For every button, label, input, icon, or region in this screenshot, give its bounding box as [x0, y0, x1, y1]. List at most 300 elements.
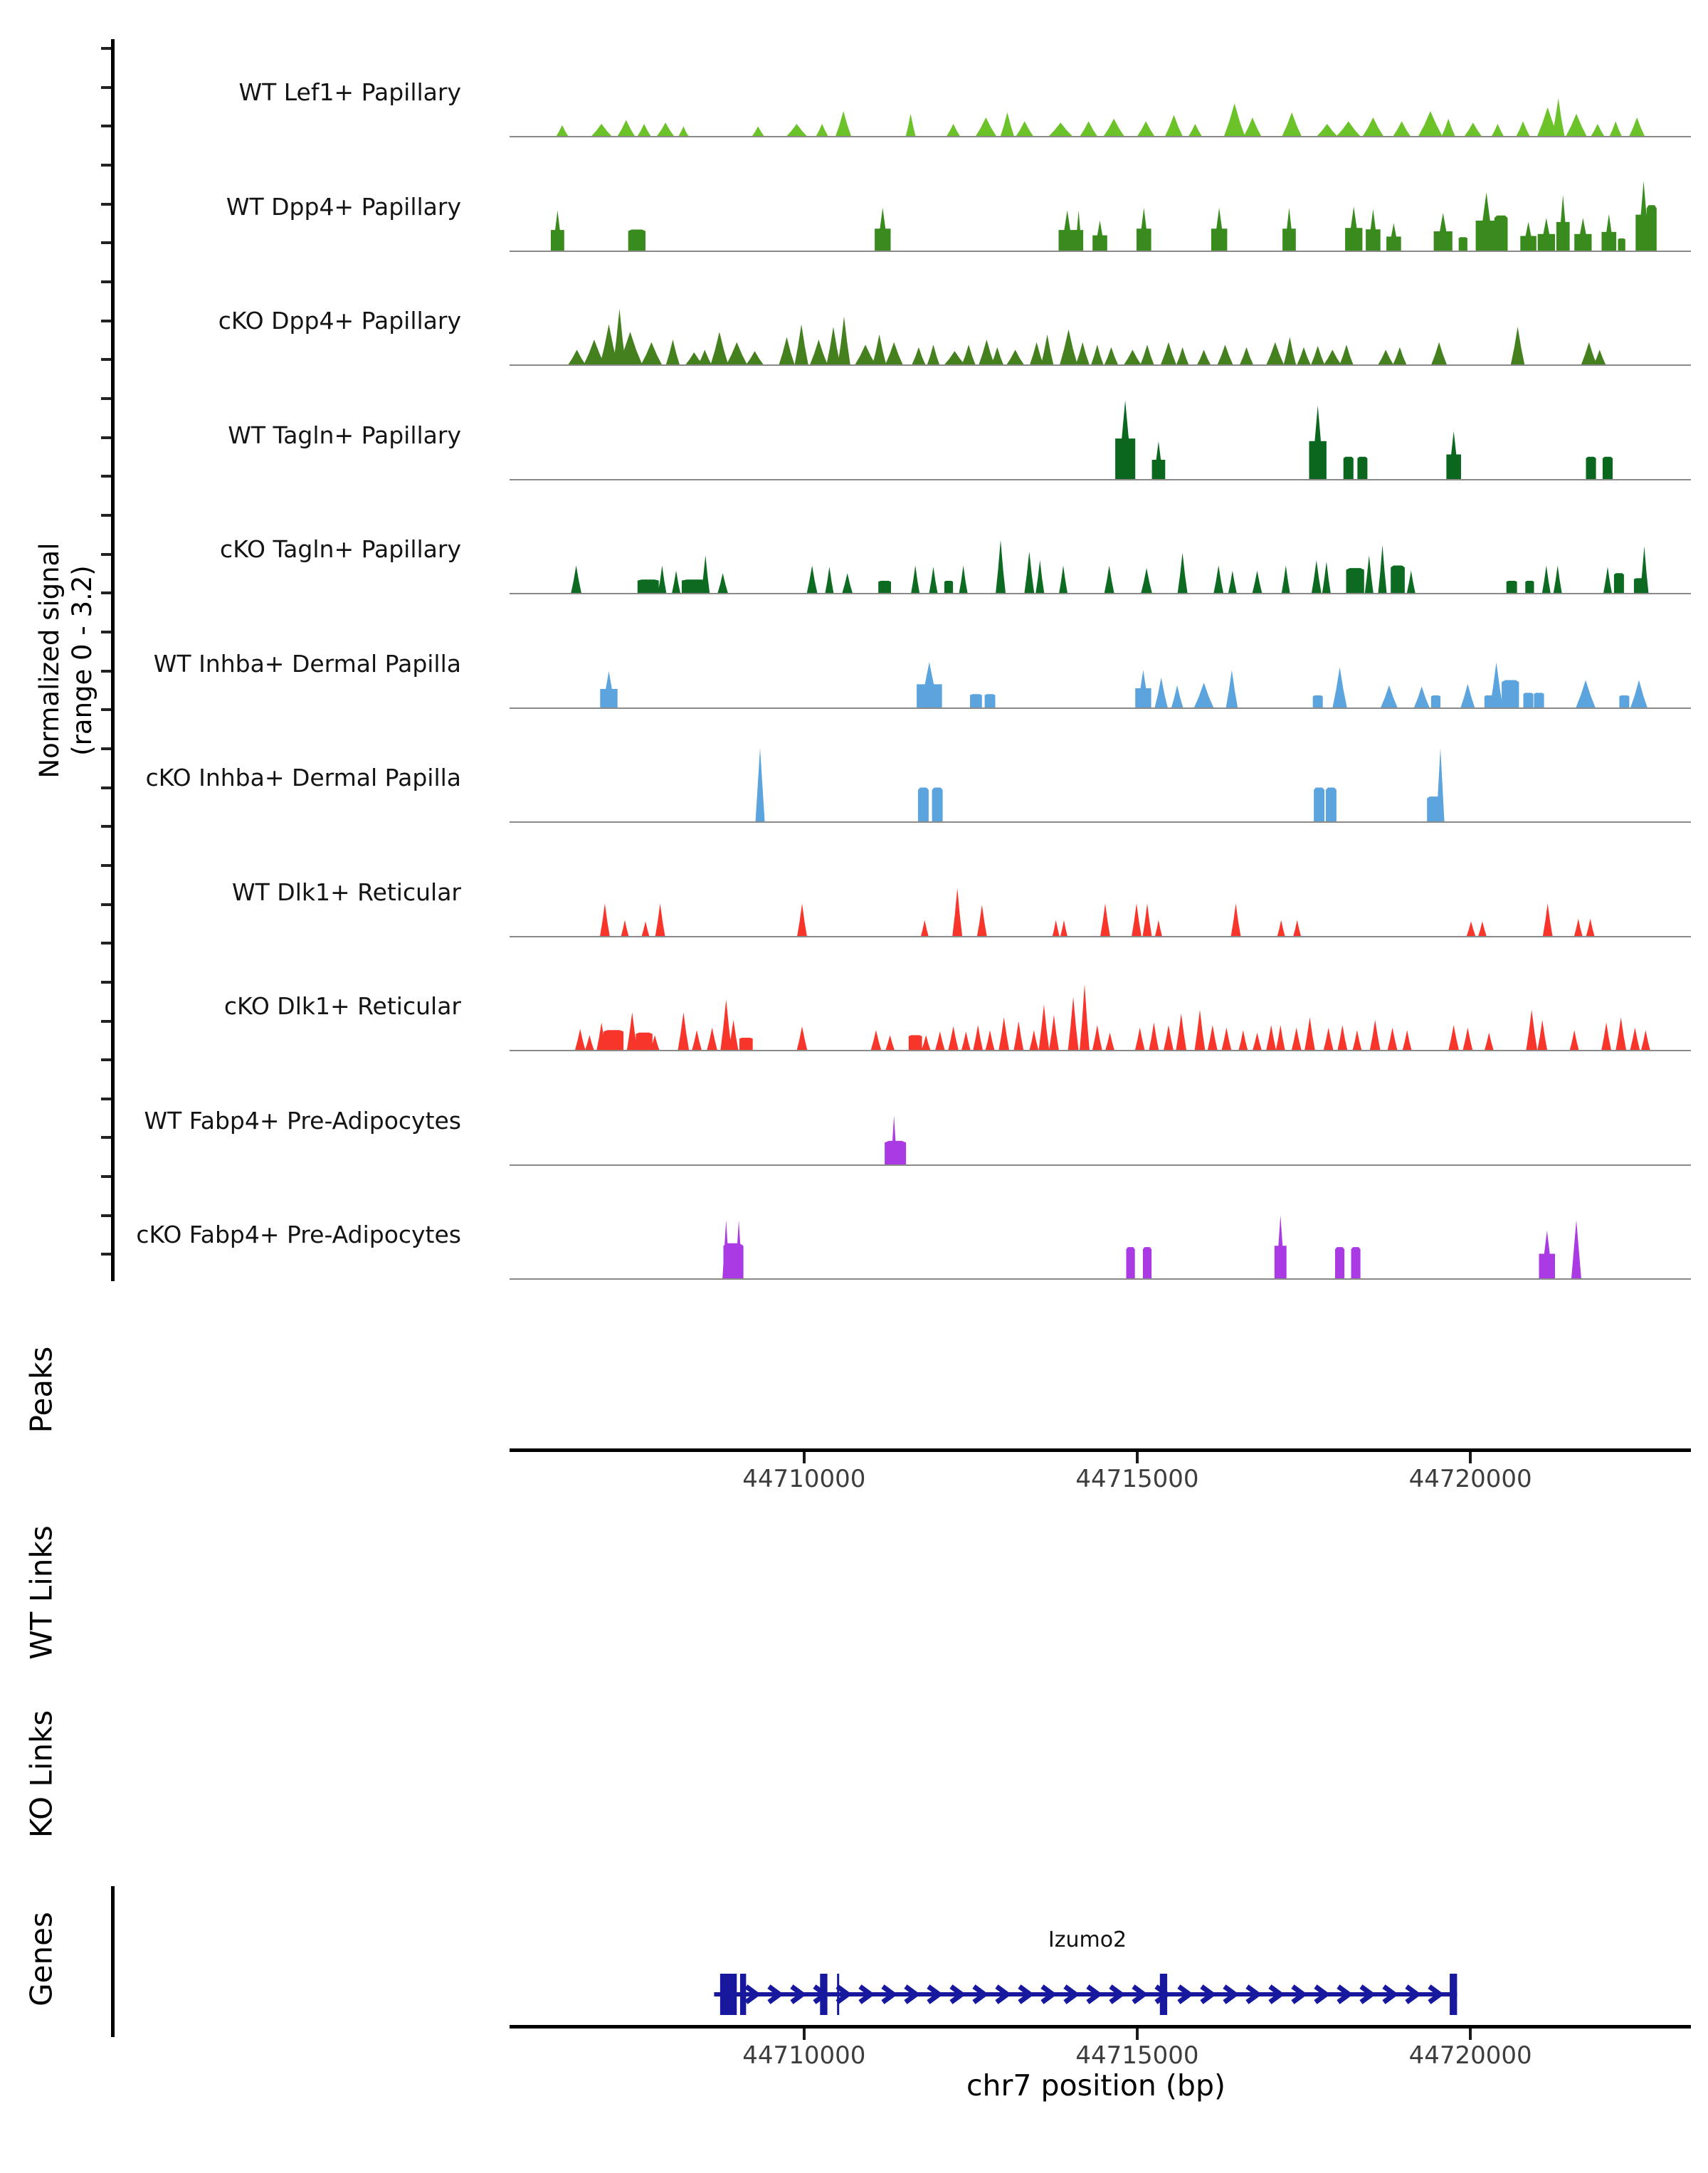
track-y-tick	[101, 1058, 111, 1061]
signal-peak	[891, 1115, 897, 1165]
signal-peak	[786, 124, 808, 137]
x-axis-tick-label: 44715000	[1075, 2041, 1199, 2070]
signal-peak	[1266, 1025, 1276, 1051]
signal-peak	[1534, 693, 1544, 708]
signal-peak	[1221, 1028, 1231, 1051]
x-axis-tick	[1136, 1452, 1139, 1463]
signal-peak	[935, 1031, 945, 1051]
signal-peak	[1253, 1033, 1262, 1051]
signal-peak	[952, 888, 962, 937]
track-y-tick	[101, 1020, 111, 1023]
track-y-tick	[101, 864, 111, 867]
signal-peak	[1324, 349, 1341, 365]
signal-peak	[1080, 984, 1090, 1051]
signal-peak	[1176, 347, 1189, 365]
signal-peak	[568, 349, 586, 365]
signal-peak	[1115, 401, 1135, 480]
signal-peak	[906, 114, 916, 137]
signal-peak	[1460, 684, 1475, 708]
signal-peak	[1391, 566, 1405, 594]
signal-peak	[1502, 680, 1519, 709]
signal-peak	[1539, 1231, 1556, 1279]
signal-peak	[794, 325, 808, 366]
signal-area-6	[510, 622, 1691, 710]
signal-peak	[1059, 211, 1076, 252]
signal-peak	[944, 581, 953, 594]
signal-peak	[621, 920, 628, 937]
signal-area-8	[510, 851, 1691, 939]
track-block-axis-line	[111, 39, 115, 1281]
signal-peak	[707, 1028, 717, 1051]
signal-peak	[1346, 568, 1364, 594]
signal-peak	[1407, 571, 1416, 594]
track-label-7: cKO Inhba+ Dermal Papilla	[145, 764, 461, 791]
signal-peak	[1618, 238, 1625, 251]
signal-peak	[1441, 119, 1455, 137]
signal-peak	[1137, 121, 1155, 137]
x-axis-tick	[1469, 1452, 1472, 1463]
track-y-tick	[101, 241, 111, 244]
signal-peak	[1344, 457, 1354, 480]
bottom-axis-line	[510, 2025, 1691, 2029]
track-y-tick	[101, 825, 111, 828]
gene-model	[510, 1950, 1691, 2043]
signal-peak	[1312, 560, 1322, 594]
signal-peak	[1092, 1025, 1102, 1051]
signal-peak	[961, 1031, 971, 1051]
signal-peak	[1276, 1025, 1285, 1051]
signal-peak	[1048, 122, 1073, 137]
signal-peak	[918, 788, 929, 823]
signal-peak	[1282, 112, 1302, 137]
peaks-axis-line	[510, 1448, 1691, 1452]
signal-peak	[1418, 111, 1443, 137]
signal-peak	[929, 567, 937, 594]
signal-peak	[921, 920, 929, 937]
track-y-tick	[101, 358, 111, 361]
section-label-ko-links: KO Links	[23, 1710, 59, 1838]
track-label-11: cKO Fabp4+ Pre-Adipocytes	[136, 1221, 461, 1248]
signal-peak	[1352, 1030, 1361, 1051]
signal-peak	[1378, 349, 1393, 365]
track-y-tick	[101, 514, 111, 517]
signal-peak	[746, 351, 764, 365]
track-label-9: cKO Dlk1+ Reticular	[223, 992, 461, 1020]
signal-peak	[1324, 1028, 1334, 1051]
signal-peak	[1155, 920, 1162, 937]
signal-peak	[726, 342, 747, 365]
gene-exon	[1450, 1974, 1457, 2015]
section-label-genes: Genes	[23, 1912, 59, 2006]
signal-peak	[1630, 1028, 1640, 1051]
track-label-10: WT Fabp4+ Pre-Adipocytes	[144, 1107, 461, 1135]
signal-peak	[1238, 1030, 1248, 1051]
signal-peak	[1574, 218, 1591, 251]
signal-peak	[948, 1026, 959, 1051]
signal-peak	[1075, 342, 1090, 365]
signal-peak	[977, 905, 987, 937]
signal-peak	[603, 1030, 623, 1051]
signal-peak	[1105, 566, 1114, 594]
signal-peak	[1640, 547, 1648, 594]
gene-exon	[1160, 1974, 1167, 2015]
signal-peak	[875, 208, 890, 251]
signal-peak	[1292, 1028, 1302, 1051]
signal-peak	[1194, 683, 1214, 708]
track-y-tick	[101, 86, 111, 89]
signal-peak	[1035, 560, 1044, 594]
signal-peak	[917, 662, 942, 708]
signal-peak	[1516, 121, 1530, 137]
signal-peak	[1619, 695, 1629, 708]
signal-peak	[692, 1030, 702, 1051]
signal-peak	[1629, 117, 1645, 137]
signal-peak	[996, 540, 1006, 594]
track-label-6: WT Inhba+ Dermal Papilla	[153, 650, 461, 678]
signal-peak	[1576, 680, 1596, 709]
signal-area-10	[510, 1079, 1691, 1167]
signal-peak	[1152, 441, 1166, 480]
gene-exon	[820, 1974, 827, 2015]
signal-peak	[1105, 347, 1119, 365]
signal-peak	[1060, 920, 1068, 937]
signal-peak	[1178, 553, 1188, 594]
x-axis-tick-label: 44720000	[1408, 1465, 1532, 1493]
signal-area-4	[510, 394, 1691, 482]
signal-peak	[1105, 1033, 1114, 1051]
signal-peak	[591, 124, 612, 137]
signal-peak	[571, 566, 581, 594]
signal-peak	[1231, 903, 1241, 937]
signal-peak	[1511, 327, 1525, 365]
signal-peak	[1566, 114, 1587, 137]
signal-peak	[1314, 788, 1324, 823]
signal-peak	[729, 1020, 739, 1051]
signal-peak	[1335, 1247, 1344, 1279]
track-y-tick	[101, 942, 111, 945]
signal-peak	[1446, 431, 1461, 480]
signal-peak	[1217, 344, 1233, 365]
signal-peak	[1313, 695, 1323, 708]
signal-peak	[1414, 687, 1430, 709]
signal-peak	[1053, 920, 1060, 937]
signal-peak	[998, 1017, 1009, 1051]
signal-peak	[1647, 205, 1657, 251]
signal-peak	[1538, 218, 1555, 251]
signal-peak	[1556, 195, 1570, 251]
signal-peak	[825, 567, 833, 594]
signal-peak	[717, 573, 728, 594]
signal-peak	[1165, 115, 1183, 137]
signal-peak	[1537, 1020, 1547, 1051]
signal-peak	[1494, 216, 1508, 251]
signal-peak	[641, 921, 649, 937]
signal-peak	[911, 566, 919, 594]
signal-peak	[1591, 124, 1605, 137]
signal-peak	[973, 1025, 983, 1051]
signal-peak	[1311, 346, 1325, 365]
signal-area-1	[510, 51, 1691, 139]
signal-peak	[1154, 678, 1168, 708]
signal-peak	[739, 1038, 753, 1051]
y-axis-label-line1: Normalized signal	[34, 542, 65, 779]
signal-peak	[959, 566, 968, 594]
signal-peak	[1176, 1014, 1186, 1051]
track-label-4: WT Tagln+ Papillary	[228, 421, 461, 449]
signal-peak	[1365, 555, 1374, 594]
signal-peak	[1275, 1215, 1287, 1279]
signal-peak	[885, 1035, 895, 1051]
signal-peak	[1266, 342, 1284, 365]
signal-peak	[1326, 788, 1337, 823]
signal-peak	[855, 344, 876, 365]
track-label-5: cKO Tagln+ Papillary	[220, 535, 461, 563]
signal-peak	[756, 748, 765, 822]
signal-peak	[1164, 1025, 1174, 1051]
track-y-tick	[101, 1098, 111, 1100]
signal-peak	[1542, 566, 1551, 594]
signal-peak	[1603, 457, 1613, 480]
x-axis-label: chr7 position (bp)	[966, 2068, 1225, 2103]
signal-peak	[575, 1029, 586, 1051]
signal-peak	[600, 903, 610, 937]
track-y-tick	[101, 320, 111, 322]
signal-peak	[698, 349, 712, 365]
signal-peak	[1351, 1247, 1361, 1279]
signal-peak	[1304, 1017, 1315, 1051]
signal-peak	[1240, 347, 1254, 365]
signal-area-3	[510, 279, 1691, 367]
signal-peak	[1570, 1030, 1579, 1051]
signal-peak	[666, 340, 680, 365]
x-axis-tick-label: 44710000	[742, 1465, 866, 1493]
x-axis-tick	[803, 2029, 806, 2040]
signal-peak	[1030, 342, 1044, 365]
signal-peak	[1345, 206, 1362, 251]
signal-peak	[1336, 121, 1361, 137]
signal-peak	[1124, 349, 1142, 365]
signal-peak	[838, 317, 850, 365]
section-label-wt-links: WT Links	[23, 1525, 59, 1660]
gene-exon	[837, 1974, 839, 2015]
signal-peak	[1091, 344, 1104, 365]
signal-peak	[816, 124, 828, 137]
track-y-tick	[101, 981, 111, 984]
signal-peak	[1586, 457, 1596, 480]
signal-peak	[1586, 919, 1595, 937]
signal-peak	[1127, 1247, 1135, 1279]
track-y-tick	[101, 708, 111, 711]
signal-peak	[944, 351, 965, 365]
signal-peak	[1103, 119, 1124, 137]
track-y-tick	[101, 786, 111, 789]
signal-peak	[678, 127, 689, 137]
signal-peak	[1284, 337, 1297, 366]
signal-peak	[1224, 103, 1245, 137]
signal-peak	[1322, 562, 1331, 594]
signal-peak	[1378, 545, 1386, 594]
signal-peak	[1197, 349, 1211, 365]
signal-peak	[1038, 1004, 1049, 1051]
signal-peak	[970, 694, 982, 708]
signal-peak	[991, 347, 1004, 365]
signal-peak	[1393, 121, 1411, 137]
signal-peak	[932, 788, 943, 823]
signal-peak	[1524, 693, 1534, 708]
signal-peak	[961, 344, 976, 365]
y-axis-label-line2: (range 0 - 3.2)	[67, 565, 97, 756]
gene-exon	[740, 1974, 746, 2015]
signal-peak	[1074, 211, 1083, 252]
signal-peak	[1171, 685, 1184, 708]
x-axis-tick	[1136, 2029, 1139, 2040]
signal-peak	[1476, 192, 1497, 251]
signal-peak	[1228, 571, 1237, 594]
signal-peak	[885, 342, 903, 365]
track-y-tick	[101, 631, 111, 633]
signal-peak	[701, 555, 710, 594]
signal-peak	[1490, 662, 1503, 708]
signal-peak	[909, 1035, 922, 1051]
track-y-tick	[101, 553, 111, 556]
signal-peak	[922, 1035, 931, 1051]
signal-peak	[678, 1012, 689, 1051]
signal-peak	[1060, 330, 1077, 365]
track-label-2: WT Dpp4+ Papillary	[226, 193, 461, 221]
signal-peak	[1080, 121, 1097, 137]
signal-peak	[1282, 208, 1296, 251]
signal-peak	[1059, 566, 1068, 594]
x-axis-tick	[803, 1452, 806, 1463]
signal-peak	[1581, 342, 1598, 365]
track-y-tick	[101, 747, 111, 750]
signal-peak	[1434, 213, 1453, 251]
signal-peak	[1013, 1021, 1023, 1051]
section-label-peaks: Peaks	[23, 1346, 59, 1433]
signal-peak	[600, 671, 617, 708]
signal-peak	[1526, 1010, 1537, 1051]
signal-peak	[1100, 903, 1110, 937]
signal-peak	[1436, 748, 1444, 822]
signal-peak	[658, 566, 666, 594]
signal-peak	[1213, 566, 1223, 594]
signal-peak	[628, 230, 645, 252]
signal-peak	[826, 327, 840, 365]
signal-peak	[1135, 670, 1151, 708]
x-axis-tick-label: 44720000	[1408, 2041, 1532, 2070]
signal-area-2	[510, 165, 1691, 253]
signal-peak	[797, 1026, 808, 1051]
signal-peak	[672, 571, 680, 594]
signal-peak	[947, 124, 961, 137]
signal-peak	[1339, 344, 1354, 365]
signal-peak	[797, 903, 807, 937]
signal-peak	[1431, 695, 1440, 708]
signal-peak	[1459, 237, 1467, 251]
signal-peak	[640, 342, 662, 365]
signal-peak	[637, 124, 651, 137]
signal-peak	[871, 1030, 882, 1051]
signal-peak	[1195, 1010, 1206, 1051]
track-y-tick	[101, 1253, 111, 1256]
signal-peak	[1462, 1028, 1472, 1051]
signal-peak	[1593, 349, 1606, 365]
signal-peak	[1381, 685, 1398, 708]
signal-peak	[585, 1035, 594, 1051]
signal-peak	[779, 337, 794, 366]
signal-peak	[986, 1030, 995, 1051]
track-y-tick	[101, 591, 111, 594]
signal-peak	[1143, 903, 1152, 937]
signal-peak	[1520, 222, 1536, 251]
signal-peak	[912, 347, 926, 365]
signal-peak	[1188, 124, 1203, 137]
signal-peak	[1574, 919, 1583, 937]
signal-peak	[985, 694, 996, 708]
signal-peak	[927, 344, 940, 365]
signal-peak	[1068, 997, 1079, 1051]
signal-peak	[1041, 335, 1054, 365]
signal-peak	[1277, 920, 1285, 937]
signal-peak	[873, 335, 887, 365]
track-label-8: WT Dlk1+ Reticular	[232, 878, 461, 906]
signal-peak	[1630, 680, 1648, 709]
track-y-tick	[101, 397, 111, 400]
signal-peak	[1448, 1025, 1459, 1051]
signal-peak	[655, 903, 665, 937]
signal-peak	[1543, 903, 1553, 937]
signal-peak	[1282, 566, 1290, 594]
gene-name-label: Izumo2	[1048, 1927, 1127, 1952]
signal-peak	[979, 340, 995, 365]
signal-peak	[1332, 668, 1347, 709]
signal-peak	[1554, 566, 1562, 594]
signal-peak	[976, 117, 997, 137]
track-y-tick	[101, 280, 111, 283]
track-y-tick	[101, 47, 111, 50]
track-y-tick	[101, 1175, 111, 1178]
signal-peak	[1317, 124, 1338, 137]
signal-peak	[1370, 1020, 1381, 1051]
signal-peak	[1601, 1023, 1611, 1051]
signal-peak	[1478, 921, 1487, 937]
signal-peak	[1140, 344, 1154, 365]
signal-peak	[1464, 122, 1482, 137]
signal-peak	[1161, 342, 1177, 365]
signal-peak	[1211, 208, 1228, 251]
signal-peak	[1431, 342, 1447, 365]
signal-peak	[1297, 347, 1311, 365]
signal-peak	[1357, 457, 1367, 480]
signal-peak	[1006, 349, 1024, 365]
signal-peak	[1615, 1017, 1626, 1051]
track-y-tick	[101, 436, 111, 439]
signal-peak	[656, 122, 674, 137]
signal-peak	[638, 579, 659, 594]
track-y-tick	[101, 475, 111, 478]
signal-peak	[1602, 214, 1617, 251]
signal-peak	[1024, 552, 1034, 594]
signal-peak	[1143, 1247, 1151, 1279]
signal-peak	[810, 340, 828, 365]
signal-peak	[1253, 571, 1262, 594]
signal-peak	[1388, 1028, 1398, 1051]
signal-peak	[1366, 209, 1381, 251]
signal-peak	[1552, 98, 1565, 137]
signal-peak	[617, 120, 635, 137]
signal-peak	[1016, 121, 1033, 137]
signal-peak	[1049, 1015, 1059, 1051]
